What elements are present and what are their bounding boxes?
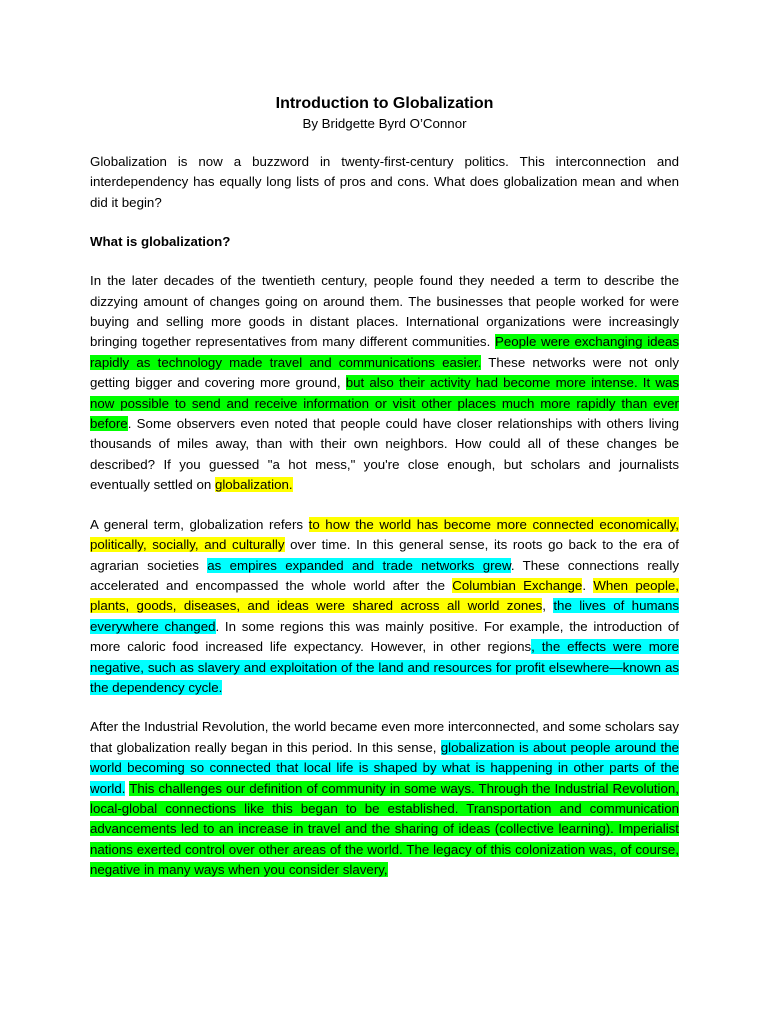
section-heading: What is globalization?	[90, 234, 231, 250]
highlighted-text-cyan: as empires expanded and trade networks grew	[207, 557, 511, 573]
highlighted-text-cyan: the lives of humans everywhere changed	[90, 598, 679, 634]
highlighted-text-cyan: , the effects were more negative, such as slavery and exploitation of the land and resources for profit elsewhere—known as the dependency cycle.	[90, 639, 679, 695]
text-segment: . These connections really accelerated and encompassed the whole world after the	[90, 557, 680, 593]
highlighted-text-yellow: Columbian Exchange	[452, 577, 583, 593]
text-segment: A general term, globalization refers	[90, 516, 309, 532]
text-segment: In the later decades of the twentieth century, people found they needed a term to describe the dizzying amount of changes going on around them. The businesses that people worked for were buying and selling more goods in distant places. International organizations were increasingly bringing together representatives from many different communities.	[90, 273, 679, 350]
intro-paragraph: Globalization is now a buzzword in twenty-first-century politics. This interconnection and interdependency has equally long lists of pros and cons. What does globalization mean and when did it begin?	[90, 154, 679, 210]
paragraph-1	[90, 271, 679, 495]
paragraph-2	[90, 515, 679, 699]
text-segment: ,	[542, 598, 554, 614]
highlighted-text-green: but also their activity had become more intense. It was now possible to send and receive information or visit other places much more rapidly than ever before	[90, 375, 680, 432]
text-segment: After the Industrial Revolution, the world became even more interconnected, and some scholars say that globalization really began in this period. In this sense,	[90, 719, 679, 755]
highlighted-text-green: People were exchanging ideas rapidly as technology made travel and communications easier.	[90, 334, 679, 370]
highlighted-text-green: This challenges our definition of community in some ways. Through the Industrial Revolution, local-global connections like this began to be established. Transportation and communication advancements led to an increase in travel and the sharing of ideas (collective learning). Imperialist nations exerted control over other areas of the world. The legacy of this colonization was, of course, negative in many ways when you consider slavery,	[90, 780, 679, 878]
text-segment: . Some observers even noted that people could have closer relationships with others living thousands of miles away, than with their own neighbors. How could all of these changes be described? If you guessed "a hot mess," you're close enough, but scholars and journalists eventually settled on	[90, 416, 679, 493]
text-segment: . In some regions this was mainly positive. For example, the introduction of more caloric food increased life expectancy. However, in other regions	[90, 618, 680, 655]
highlighted-text-cyan: globalization is about people around the world becoming so connected that local life is shaped by what is happening in other parts of the world.	[90, 739, 679, 796]
highlighted-text-yellow: globalization.	[214, 477, 293, 493]
text-segment: .	[582, 577, 594, 593]
document-title: Introduction to Globalization	[275, 95, 494, 112]
highlighted-text-yellow: to how the world has become more connected economically, politically, socially, and culturally	[90, 516, 680, 553]
document-page	[90, 90, 679, 881]
paragraph-3	[90, 717, 679, 881]
highlighted-text-yellow: When people, plants, goods, diseases, and ideas were shared across all world zones	[90, 577, 679, 614]
text-segment: over time. In this general sense, its roots go back to the era of agrarian societies	[90, 537, 679, 573]
document-byline: By Bridgette Byrd O’Connor	[302, 116, 467, 131]
text-segment: These networks were not only getting bigger and covering more ground,	[90, 354, 679, 391]
